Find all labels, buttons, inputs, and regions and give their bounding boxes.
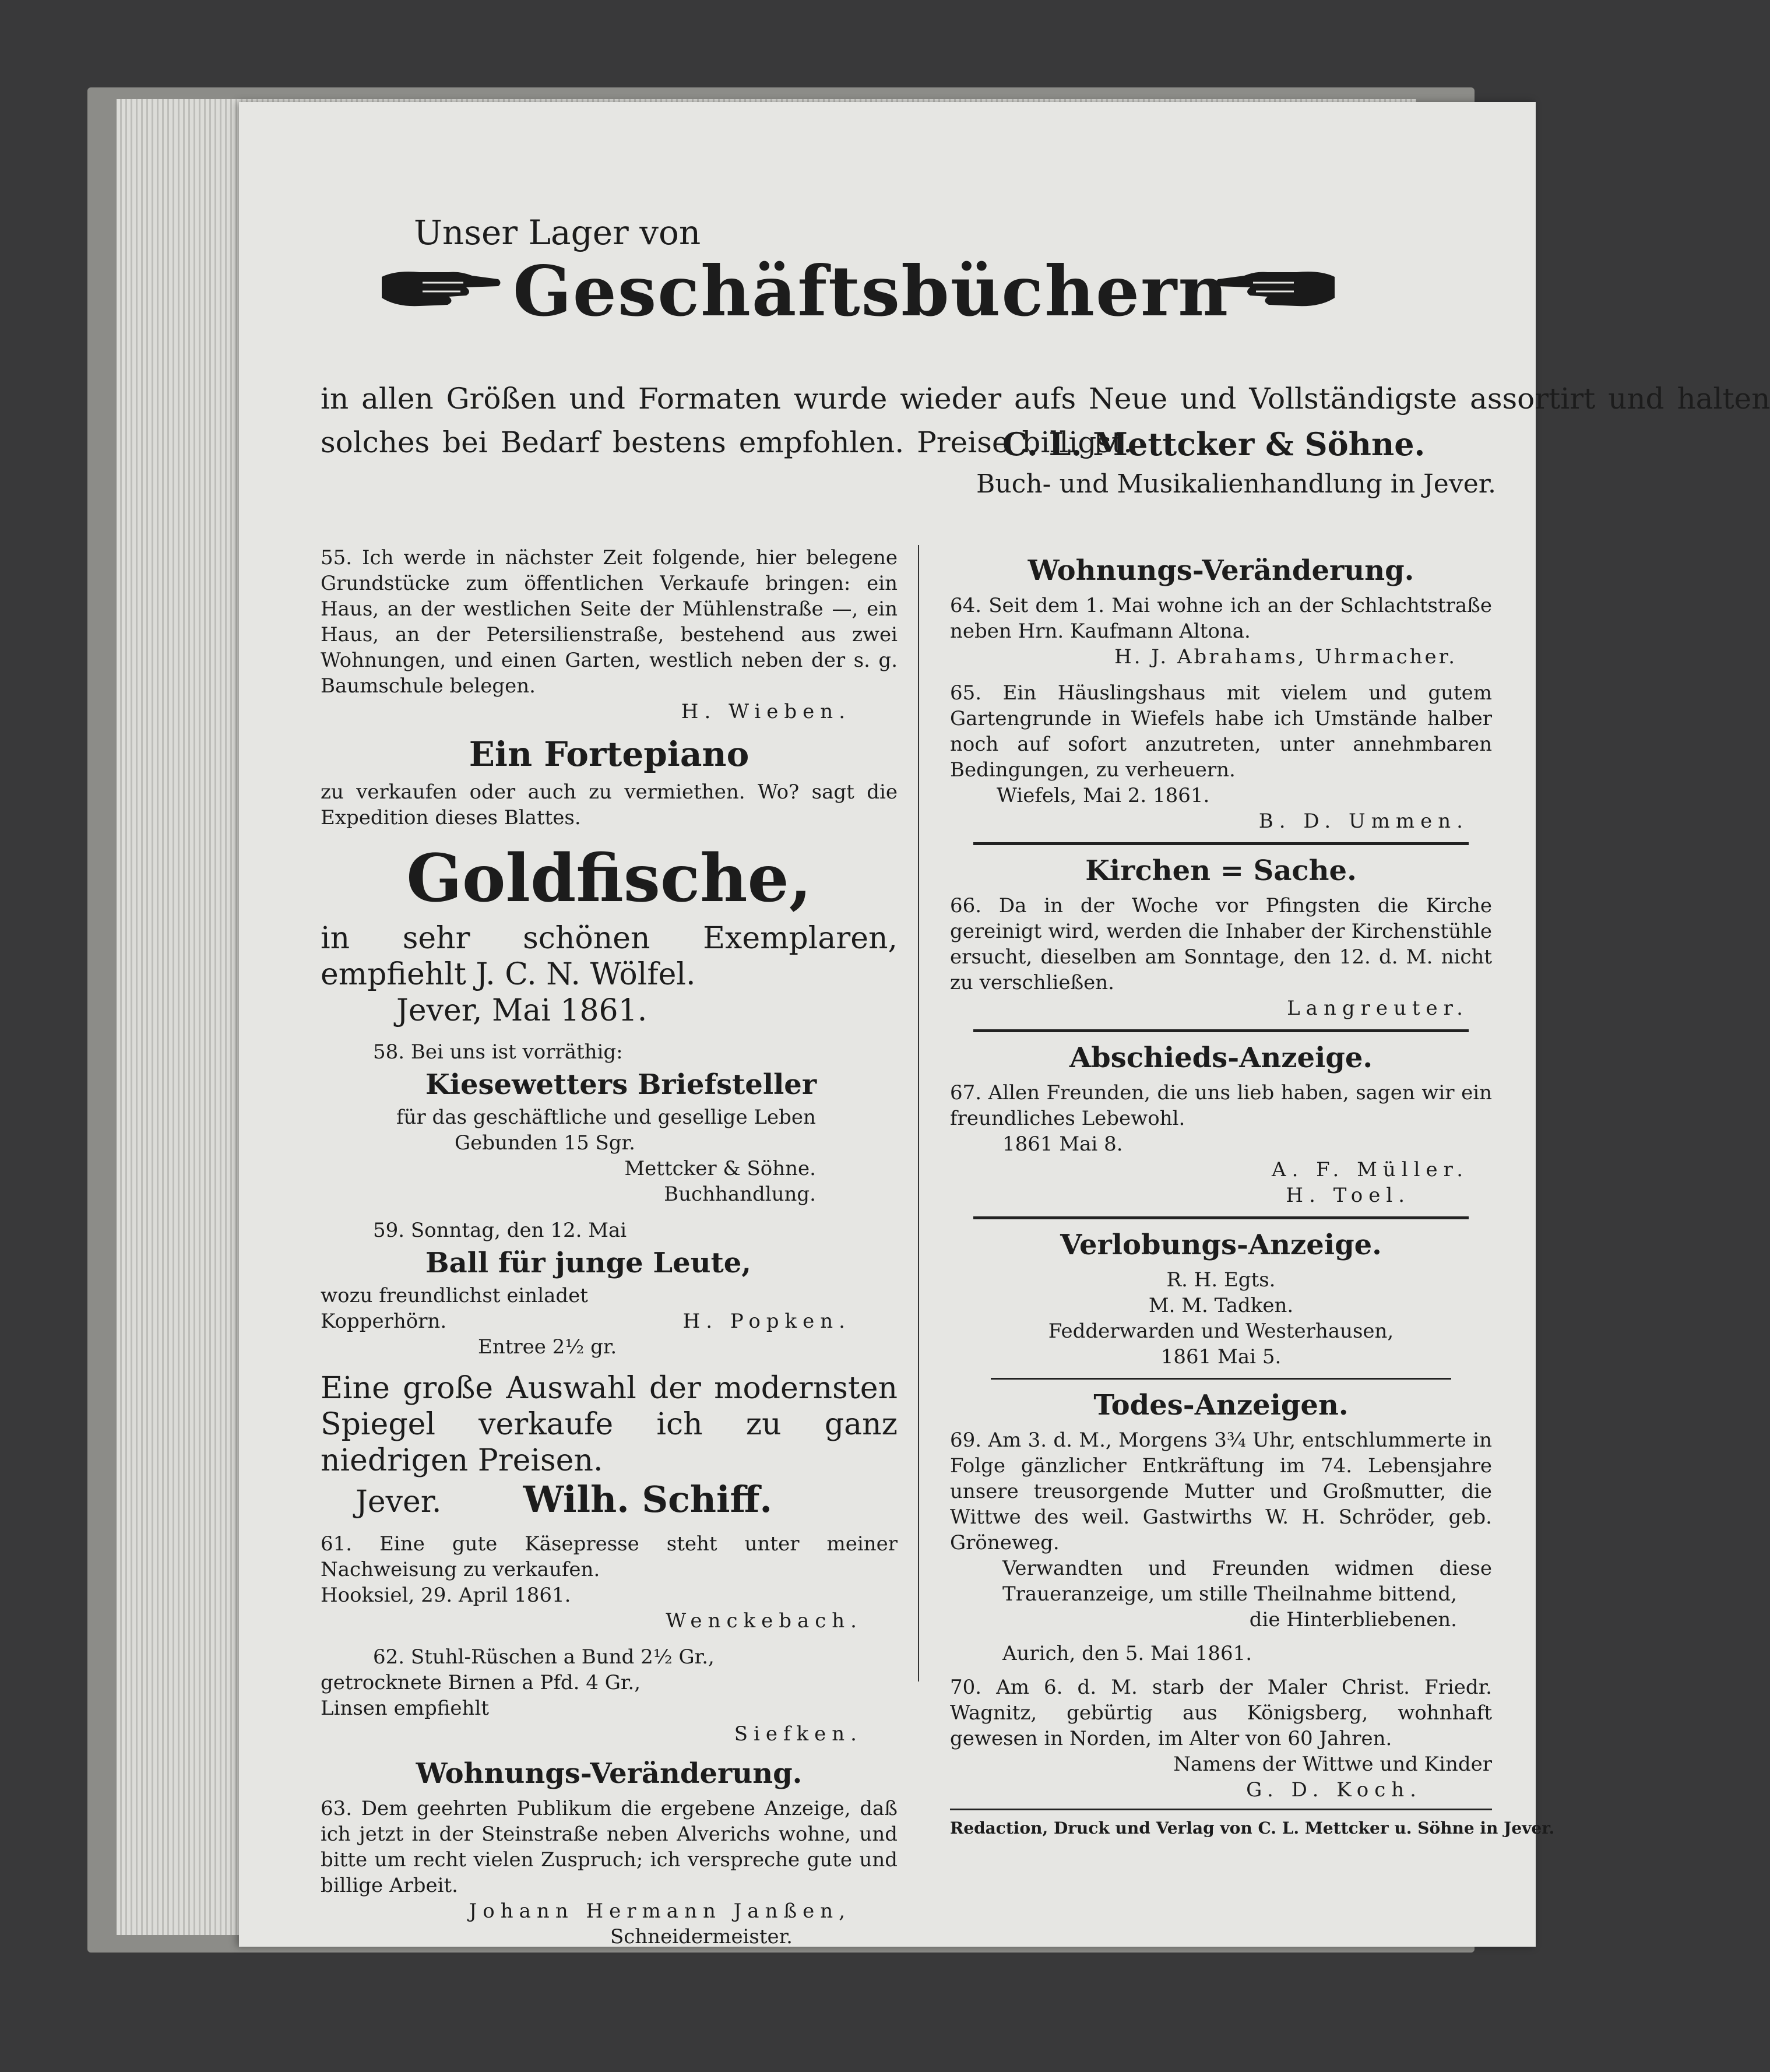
ad-67: [950, 1042, 1492, 1208]
ad-67-sign2: H. Toel.: [1286, 1184, 1410, 1207]
ad-64-text: 64. Seit dem 1. Mai wohne ich an der Schlachtstraße neben Hrn. Kaufmann Altona.: [950, 594, 1492, 643]
ad-69-text2: Verwandten und Freunden widmen diese Traueranzeige, um stille Theilnahme bittend,: [1002, 1557, 1492, 1606]
ad-59-place-text: Kopperhörn.: [321, 1310, 447, 1333]
ad-67-sign1: A. F. Müller.: [1272, 1158, 1469, 1181]
separator-rule: [950, 1809, 1492, 1810]
briefsteller-title: Kiesewetters Briefsteller: [425, 1068, 817, 1101]
left-column: [321, 545, 898, 1948]
ad-goldfische: [321, 841, 898, 1029]
ad-70-sign1: Namens der Wittwe und Kinder: [1173, 1753, 1492, 1776]
ad-65-signature: B. D. Ummen.: [1258, 810, 1469, 833]
ad-63-text: 63. Dem geehrten Publikum die ergebene Anzeige, daß ich jetzt in der Steinstraße neben Alverichs wohne, und bitte um recht vielen Zuspruch; ich verspreche gute und billige Arbeit.: [321, 1797, 898, 1897]
ad-58-sub1: für das geschäftliche und gesellige Leben: [396, 1106, 816, 1129]
ad-58-number: 58. Bei uns ist vorräthig:: [373, 1040, 623, 1064]
goldfische-line1: in sehr schönen Exemplaren, empfiehlt J. C. N. Wölfel.: [321, 921, 898, 992]
ad-59-signature: H. Popken.: [682, 1310, 851, 1333]
ad-61-signature: Wenckebach.: [666, 1609, 863, 1633]
ad-67-text: 67. Allen Freunden, die uns lieb haben, sagen wir ein freundliches Lebewohl.: [950, 1081, 1492, 1130]
ad-59: [321, 1218, 898, 1360]
page-content: [321, 189, 1770, 1948]
ad-spiegel: [321, 1370, 898, 1521]
separator-rule: [973, 1216, 1469, 1219]
ad-55-signature: H. Wieben.: [681, 700, 851, 723]
column-divider: [918, 545, 919, 1681]
ad-62-signature: Siefken.: [734, 1722, 863, 1746]
ad-66-text: 66. Da in der Woche vor Pfingsten die Kirche gereinigt wird, werden die Inhaber der Kirchenstühle ersucht, dieselben am Sonntage, den 12. d. M. nicht zu verschließen.: [950, 894, 1492, 994]
ad-59-number: 59. Sonntag, den 12. Mai: [373, 1219, 627, 1242]
ad-59-entry: Entree 2½ gr.: [478, 1335, 617, 1359]
spiegel-footer: [321, 1479, 898, 1521]
ad-64-signature: H. J. Abrahams, Uhrmacher.: [1114, 645, 1457, 669]
ad-68-name1: R. H. Egts.: [1166, 1268, 1276, 1292]
ad-65-date: Wiefels, Mai 2. 1861.: [997, 784, 1210, 807]
header-text-line2: solches bei Bedarf bestens empfohlen. Preise billigst.: [321, 425, 1133, 459]
ad-59-place: [321, 1308, 898, 1334]
imprint: Redaction, Druck und Verlag von C. L. Mettcker u. Söhne in Jever.: [950, 1818, 1555, 1838]
ad-63-sign1: Johann Hermann Janßen,: [469, 1899, 851, 1923]
separator-rule: [973, 842, 1469, 845]
ad-63: [321, 1757, 898, 1950]
newspaper-page: [239, 102, 1770, 1948]
ad-68-date: 1861 Mai 5.: [1160, 1345, 1282, 1369]
firm-name: C. L. Mettcker & Söhne.: [1002, 425, 1426, 463]
ad-58-sign2: Buchhandlung.: [664, 1183, 816, 1206]
ad-61-place: Hooksiel, 29. April 1861.: [321, 1584, 571, 1607]
ad-63-sign2: Schneidermeister.: [610, 1925, 793, 1948]
ad-70-sign2: G. D. Koch.: [1246, 1778, 1422, 1802]
ad-68: [950, 1229, 1492, 1370]
firm-subtitle: Buch- und Musikalienhandlung in Jever.: [976, 469, 1496, 499]
ad-65-text: 65. Ein Häuslingshaus mit vielem und gutem Gartengrunde in Wiefels habe ich Umstände halber noch auf sofort anzutreten, unter annehmbaren Bedingungen, zu verheuern.: [950, 681, 1492, 782]
fortepiano-title: Ein Fortepiano: [469, 734, 749, 774]
ad-fortepiano: [321, 735, 898, 831]
ad-62-line2: getrocknete Birnen a Pfd. 4 Gr.,: [321, 1671, 641, 1694]
ad-59-line1: wozu freundlichst einladet: [321, 1284, 588, 1307]
pointing-hand-left-icon: [1212, 259, 1338, 315]
spiegel-place: Jever.: [356, 1484, 442, 1519]
right-column: [950, 545, 1555, 1862]
ad-67-date: 1861 Mai 8.: [1002, 1132, 1123, 1156]
ad-55: [321, 545, 898, 724]
ad-69: [950, 1389, 1492, 1666]
ad-69-text: 69. Am 3. d. M., Morgens 3¾ Uhr, entschlummerte in Folge gänzlicher Entkräftung im 74. Lebensjahre unsere treusorgende Mutter und Großmutter, die Wittwe des weil. Gastwirths W. H. Schröder, geb. Gröneweg.: [950, 1429, 1492, 1554]
separator-rule: [991, 1378, 1451, 1380]
pointing-hand-right-icon: [379, 259, 504, 315]
spiegel-signature: Wilh. Schiff.: [523, 1478, 772, 1521]
goldfische-title: Goldfische,: [406, 840, 812, 917]
ad-58: [321, 1039, 898, 1207]
spiegel-text: Eine große Auswahl der modernsten Spiegel verkaufe ich zu ganz niedrigen Preisen.: [321, 1371, 898, 1478]
header-text-line1: in allen Größen und Formaten wurde wieder aufs Neue und Vollständigste assortirt und halten: [321, 382, 1770, 416]
ad-64: [950, 554, 1492, 670]
ad-70-text: 70. Am 6. d. M. starb der Maler Christ. Friedr. Wagnitz, gebürtig aus Königsberg, wohnhaft gewesen in Norden, im Alter von 60 Jahren.: [950, 1676, 1492, 1750]
ad-68-title: Verlobungs-Anzeige.: [1060, 1229, 1382, 1261]
ad-64-title: Wohnungs-Veränderung.: [1027, 554, 1414, 587]
ball-title: Ball für junge Leute,: [425, 1247, 751, 1279]
ad-69-signature: die Hinterbliebenen.: [1249, 1608, 1457, 1631]
fortepiano-text: zu verkaufen oder auch zu vermiethen. Wo? sagt die Expedition dieses Blattes.: [321, 780, 898, 829]
goldfische-line2: Jever, Mai 1861.: [396, 993, 648, 1028]
ad-66: [950, 854, 1492, 1021]
ad-63-title: Wohnungs-Veränderung.: [416, 1757, 803, 1790]
ad-68-name2: M. M. Tadken.: [1148, 1294, 1294, 1317]
title-geschaeftsbuechern: Geschäftsbüchern: [513, 251, 1230, 332]
ad-67-title: Abschieds-Anzeige.: [1069, 1042, 1373, 1074]
ad-58-sign1: Mettcker & Söhne.: [624, 1157, 816, 1180]
ad-55-text: 55. Ich werde in nächster Zeit folgende, hier belegene Grundstücke zum öffentlichen Verkaufe bringen: ein Haus, an der westlichen Seite der Mühlenstraße —, ein Haus, an der Petersilienstraße, bestehend aus zwei Wohnungen, und einen Garten, westlich neben der s. g. Baumschule belegen.: [321, 546, 898, 698]
ad-62-line3: Linsen empfiehlt: [321, 1697, 489, 1720]
ad-62-line1: 62. Stuhl-Rüschen a Bund 2½ Gr.,: [373, 1645, 715, 1669]
ad-70: [950, 1675, 1492, 1803]
ad-65: [950, 680, 1492, 834]
ad-66-title: Kirchen = Sache.: [1085, 854, 1357, 887]
ad-61: [321, 1531, 898, 1634]
ad-61-text: 61. Eine gute Käsepresse steht unter meiner Nachweisung zu verkaufen.: [321, 1532, 898, 1581]
lager-text: Unser Lager von: [414, 213, 701, 252]
ad-58-sub2: Gebunden 15 Sgr.: [455, 1131, 635, 1155]
separator-rule: [973, 1029, 1469, 1032]
ad-69-date: Aurich, den 5. Mai 1861.: [1002, 1642, 1252, 1665]
header-advertisement: [321, 189, 1770, 516]
ad-68-place: Fedderwarden und Westerhausen,: [1048, 1320, 1394, 1343]
ad-66-signature: Langreuter.: [1287, 997, 1469, 1020]
ad-62: [321, 1644, 898, 1747]
ad-69-title: Todes-Anzeigen.: [1093, 1389, 1349, 1422]
